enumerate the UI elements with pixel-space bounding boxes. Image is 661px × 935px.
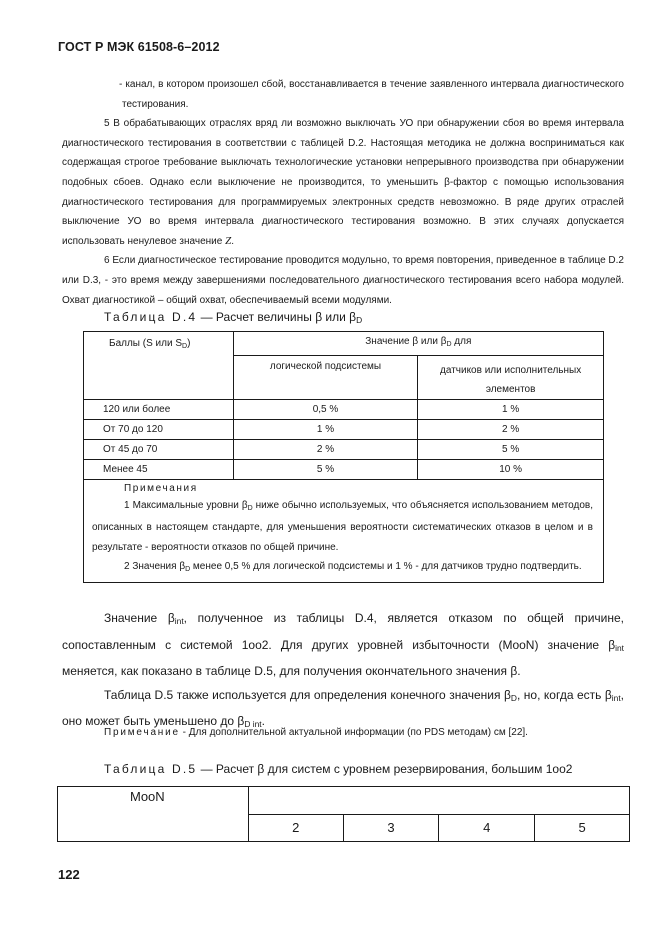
table4-header-logic: логической подсистемы [233,356,418,400]
table5-label: Таблица D.5 [104,762,198,776]
table5-n-4: 4 [439,814,535,842]
table4-header-score: Баллы (S или $S_D$) [84,332,234,400]
note-line: Примечание - Для дополнительной актуальной информации (по PDS методам) см [22]. [104,727,528,738]
table4-header-group: Значение β или $\beta_D$ для [233,332,603,356]
table4-notes [84,480,604,583]
table5-n-3: 3 [343,814,439,842]
page-number: 122 [58,867,80,882]
table4-caption: Таблица D.4 — Расчет величины β или $\beta_D$ [104,310,363,326]
body-text-top [62,75,624,310]
table5-caption: Таблица D.5 — Расчет β для систем с уровнем резервирования, большим 1oo2 [104,762,573,776]
table4-label: Таблица D.4 [104,310,198,324]
document-header: ГОСТ Р МЭК 61508-6–2012 [58,40,220,54]
bullet-paragraph: - канал, в котором произошел сбой, восстанавливается в течение заявленного интервала диагностического тестирования. [119,79,624,110]
table4-row: От 45 до 70 2 % 5 % [84,440,604,460]
table5-n-5: 5 [535,814,630,842]
table4-row: От 70 до 120 1 % 2 % [84,420,604,440]
paragraph-6: 6 Если диагностическое тестирование проводится модульно, то время повторения, приведенное в таблице D.2 или D.3, - это время между завершениями последовательного диагностического тестирования всего набора модулей. Охват диагностикой – общий охват, обеспечиваемый всеми модулями. [62,255,624,306]
table4 [83,331,604,583]
table5-header-moon: MooN [58,787,249,842]
table5-n-2: 2 [248,814,343,842]
table4-header-sensor: датчиков или исполнительных элементов [418,356,604,400]
paragraph-5: 5 В обрабатывающих отраслях вряд ли возможно выключать УО при обнаружении сбоя во время интервала диагностического тестирования в соответствии с таблицей D.2. Настоящая методика не должна восприниматься как содержащая строгое требование выключать технологические установки непрерывного производства при обнаружении подобных сбоев. Однако если выключение не производится, то уменьшить β-фактор с помощью использования диагностического тестирования для программируемых электронных средств невозможно. В ряде других отраслей выключение УО во время интервала диагностического тестирования возможно. В этих случаях допускается использовать ненулевое значение Z. [62,118,624,247]
table4-row: Менее 45 5 % 10 % [84,460,604,480]
table5 [57,786,630,842]
paragraph-beta-int: Значение $\beta_{int}$, полученное из таблицы D.4, является отказом по общей причине, сопоставленным с системой 1oo2. Для других уровней избыточности (MooN) значение $\beta_{int}$ меняется, как показано в таблице D.5, для получения окончательного значения β. Таблица D.5 также используется для определения конечного значения $\beta_D$, но, когда есть $\beta_{int}$, оно может быть уменьшено до $\beta_{D int}$. [62,611,625,730]
note-1: 1 Максимальные уровни $\beta_D$ ниже обычно используемых, что объясняется использованием методов, описанных в настоящем стандарте, для уменьшения вероятности систематических отказов в целом и в результате - вероятности отказов по общей причине. [92,500,593,553]
note-2: 2 Значения $\beta_D$ менее 0,5 % для логической подсистемы и 1 % - для датчиков трудно подтвердить. [124,561,582,573]
notes-title: Примечания [124,483,198,494]
table4-row: 120 или более 0,5 % 1 % [84,400,604,420]
